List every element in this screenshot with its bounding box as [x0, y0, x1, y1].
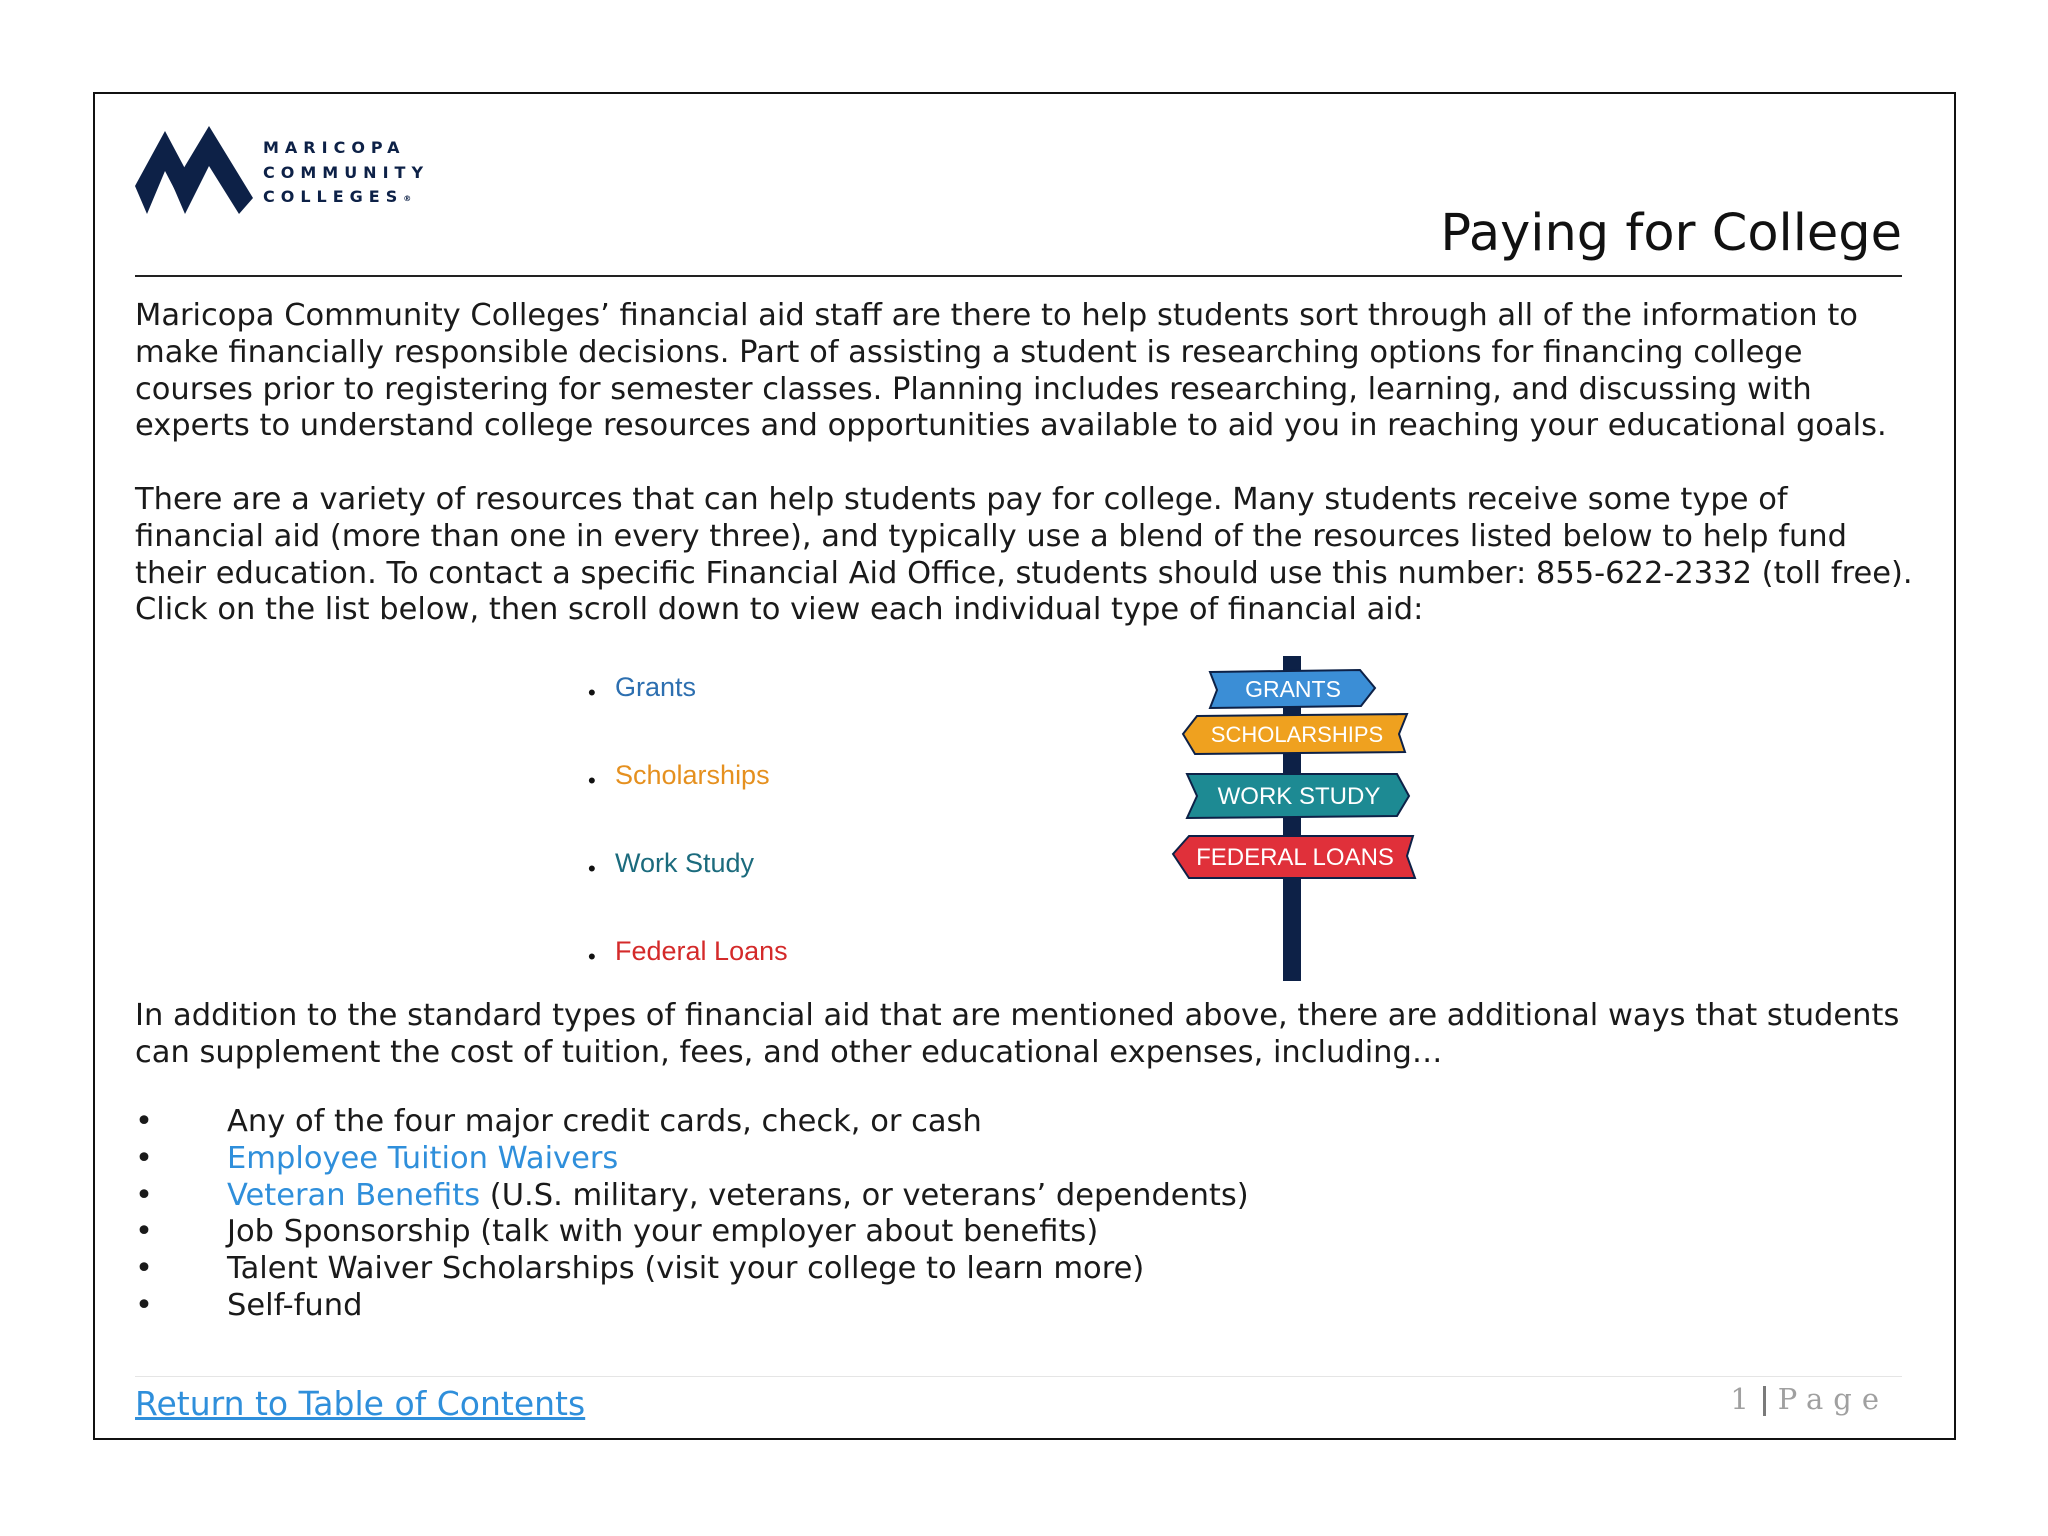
document-page — [93, 92, 1956, 1440]
financial-aid-signpost-image — [1165, 654, 1445, 984]
additional-ways-paragraph: In addition to the standard types of financial aid that are mentioned above, there are additional ways that students can supplement the cost of tuition, fees, and other educational expenses, including… — [135, 998, 1900, 1070]
aid-label[interactable]: Grants — [615, 672, 697, 702]
bullet: • — [135, 1251, 153, 1287]
footer-divider — [135, 1376, 1902, 1377]
logo-wordmark — [263, 136, 429, 210]
bullet: • — [135, 1140, 153, 1176]
sign-text: FEDERAL LOANS — [1196, 844, 1394, 871]
sign-text: SCHOLARSHIPS — [1210, 722, 1384, 747]
maricopa-mountains-icon — [135, 126, 253, 214]
veteran-benefits-link[interactable]: Veteran Benefits — [227, 1177, 481, 1213]
bullet: • — [588, 680, 596, 705]
bullet: • — [588, 768, 596, 793]
bullet: • — [135, 1104, 153, 1139]
page-number-separator — [1763, 1386, 1766, 1416]
page-title: Paying for College — [1440, 204, 1902, 263]
page-word: Page — [1777, 1382, 1889, 1416]
page-number — [1730, 1382, 1889, 1416]
logo-line: COMMUNITY — [263, 162, 430, 182]
aid-label[interactable]: Federal Loans — [615, 936, 788, 966]
aid-label[interactable]: Scholarships — [615, 760, 770, 790]
bullet: • — [135, 1287, 153, 1323]
item-text: Job Sponsorship (talk with your employer about benefits) — [227, 1214, 1099, 1250]
bullet: • — [135, 1177, 153, 1213]
employee-tuition-waivers-link[interactable]: Employee Tuition Waivers — [227, 1140, 619, 1176]
maricopa-logo — [135, 126, 445, 226]
sign-text: GRANTS — [1245, 676, 1341, 702]
resources-paragraph: There are a variety of resources that can help students pay for college. Many students receive some type of financial aid (more than one in every three), and typically use a blend of the resources listed below to help fund their education. To contact a specific Financial Aid Office, students should use this number: 855-622-2332 (toll free). Click on the list below, then scroll down to view each individual type of financial aid: — [135, 482, 1913, 628]
return-to-toc-link[interactable]: Return to Table of Contents — [135, 1384, 586, 1423]
intro-paragraph: Maricopa Community Colleges’ financial aid staff are there to help students sort through all of the information to make financially responsible decisions. Part of assisting a student is researching options for financing college courses prior to registering for semester classes. Planning includes researching, learning, and discussing with experts to understand college resources and opportunities available to aid you in reaching your educational goals. — [135, 298, 1887, 444]
item-text: Any of the four major credit cards, check, or cash — [227, 1104, 982, 1139]
logo-line: COLLEGES — [263, 187, 404, 206]
aid-label[interactable]: Work Study — [615, 848, 755, 878]
bullet: • — [135, 1214, 153, 1250]
title-divider — [135, 275, 1902, 277]
page-number-value: 1 — [1730, 1382, 1749, 1416]
registered-mark: ® — [403, 194, 412, 203]
item-text: (U.S. military, veterans, or veterans’ dependents) — [480, 1177, 1249, 1213]
sign-text: WORK STUDY — [1217, 783, 1381, 810]
bullet: • — [588, 856, 596, 881]
item-text: Self-fund — [227, 1287, 363, 1323]
item-text: Talent Waiver Scholarships (visit your college to learn more) — [227, 1251, 1145, 1287]
logo-line: MARICOPA — [263, 138, 406, 157]
bullet: • — [588, 944, 596, 969]
